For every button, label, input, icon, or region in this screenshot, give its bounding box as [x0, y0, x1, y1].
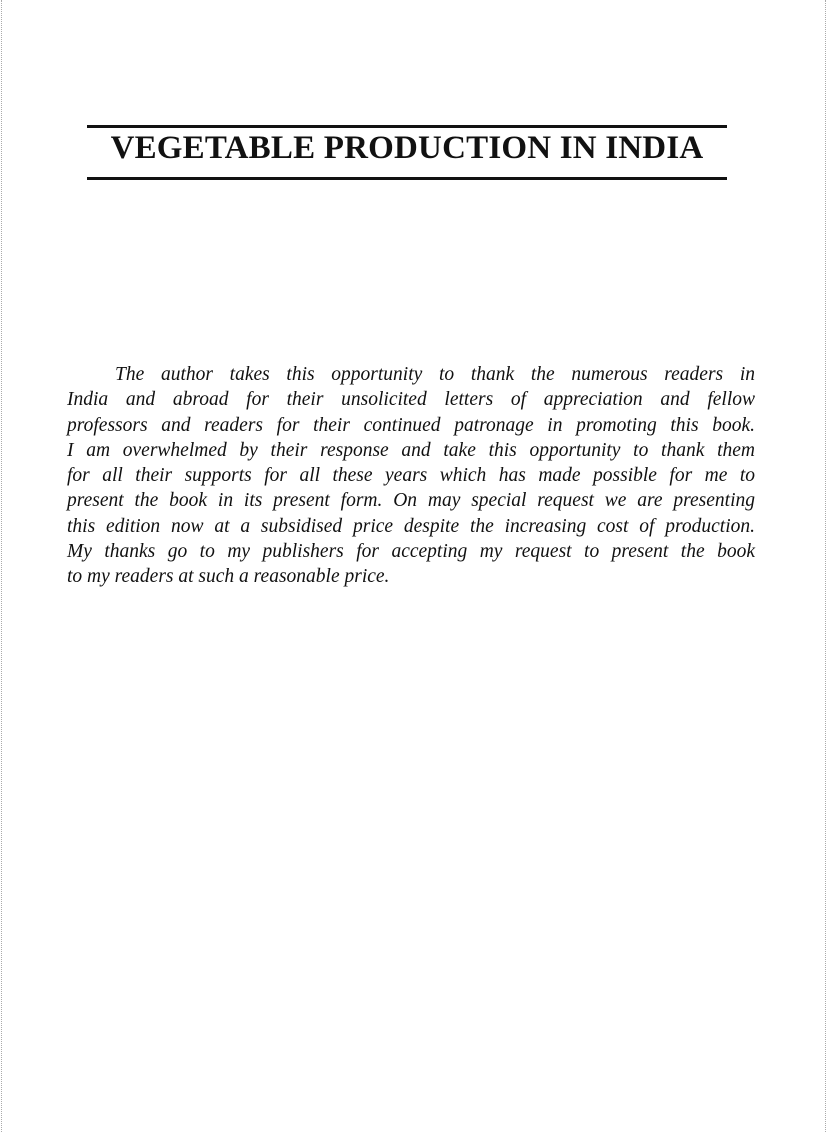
- acknowledgement-paragraph: [67, 362, 755, 590]
- paragraph-line: professors and readers for their continued patronage in promoting this book.: [67, 414, 755, 436]
- paragraph-line: India and abroad for their unsolicited letters of appreciation and fellow: [67, 389, 755, 411]
- title-bottom-rule: [87, 177, 727, 180]
- scan-edge-left: [1, 0, 3, 1132]
- paragraph-line: to my readers at such a reasonable price.: [67, 566, 390, 588]
- paragraph-line: for all their supports for all these years which has made possible for me to: [67, 465, 755, 487]
- paragraph-line: The author takes this opportunity to thank the numerous readers in: [115, 364, 755, 385]
- paragraph-line: present the book in its present form. On may special request we are presenting: [67, 490, 755, 512]
- paragraph-line: My thanks go to my publishers for accepting my request to present the book: [67, 541, 755, 563]
- paragraph-line: this edition now at a subsidised price despite the increasing cost of production.: [67, 515, 755, 537]
- page-title: VEGETABLE PRODUCTION IN INDIA: [110, 130, 704, 166]
- paragraph-line: I am overwhelmed by their response and take this opportunity to thank them: [67, 439, 755, 461]
- title-top-rule: [87, 125, 727, 128]
- scan-edge-right: [825, 0, 827, 1132]
